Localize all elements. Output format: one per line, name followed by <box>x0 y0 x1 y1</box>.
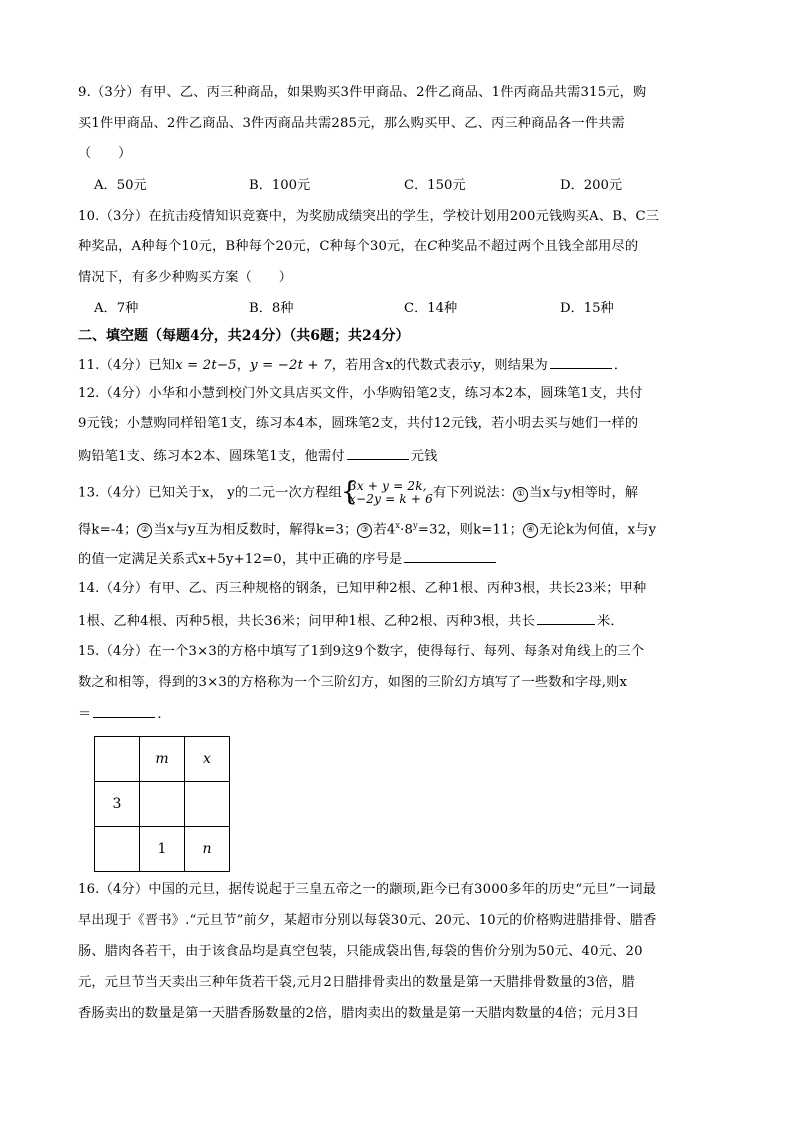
q13-line-3 <box>78 548 498 570</box>
q13-line-2f: 无论k为何值，x与y <box>539 522 657 538</box>
q9-option-a: A．50元 <box>94 178 147 193</box>
q11-line <box>78 354 627 376</box>
magic-square-table <box>94 736 230 872</box>
q14-line-2b: 米． <box>596 614 624 629</box>
q13-circle-3: ③ <box>357 523 372 538</box>
q10-line-2a: 种奖品，A种每个10元，B种每个20元，C种每个30元，在 <box>78 239 428 254</box>
q9-option-c: C．150元 <box>404 178 466 193</box>
section-title: 二、填空题（每题4分，共24分）（共6题；共24分） <box>78 328 410 344</box>
q15-line-1: 15.（4分）在一个3×3的方格中填写了1到9这9个数字，使得每行、每列、每条对角线上的三个 <box>78 644 645 659</box>
q15-line-3a: ＝ <box>78 707 92 722</box>
q13-line-1 <box>78 480 638 506</box>
q16-line-2: 早出现于《晋书》.“元旦节”前夕，某超市分别以每袋30元、20元、10元的价格购进腊排骨、腊香 <box>78 913 657 928</box>
q16-line-5: 香肠卖出的数量是第一天腊香肠数量的2倍，腊肉卖出的数量是第一天腊肉数量的4倍；元月3日 <box>78 1006 640 1021</box>
q15-line-2: 数之和相等，得到的3×3的方格称为一个三阶幻方，如图的三阶幻方填写了一些数和字母,则x <box>78 675 628 690</box>
q12-line-1: 12.（4分）小华和小慧到校门外文具店买文件，小华购铅笔2支，练习本2本，圆珠笔1支，共付 <box>78 386 643 401</box>
q13-suffix: 有下列说法： <box>432 485 514 501</box>
q13-eq-2: x−2y = k + 6 <box>349 492 433 506</box>
q10-line-2b: 种奖品不超过两个且钱全部用尽的 <box>437 239 639 254</box>
q13-line-3a: 的值一定满足关系式x+5y+12=0，其中正确的序号是 <box>78 552 403 567</box>
q11-prefix: 11.（4分）已知 <box>78 358 176 373</box>
magic-square-cell: m <box>140 737 185 782</box>
q11-answer-blank[interactable] <box>550 354 612 369</box>
q13-line-2e: =32，则k=11； <box>417 522 524 538</box>
q13-prefix: 13.（4分）已知关于x， y的二元一次方程组 <box>78 485 343 501</box>
magic-square-cell <box>95 737 140 782</box>
q12-line-3b: 元钱 <box>410 449 438 464</box>
q11-end: ． <box>613 358 628 373</box>
q15-answer-blank[interactable] <box>93 703 155 718</box>
q11-eq-y: y = −2t + 7 <box>250 358 332 373</box>
q13-circle-1: ① <box>513 487 528 502</box>
magic-square-cell: 1 <box>140 827 185 872</box>
q10-option-c: C．14种 <box>404 301 458 316</box>
q10-option-a: A．7种 <box>94 301 139 316</box>
q14-line-2 <box>78 610 624 632</box>
q12-answer-blank[interactable] <box>347 445 409 460</box>
q11-eq-x: x = 2t−5 <box>175 358 237 373</box>
q13-line-2a: 得k=-4； <box>78 522 138 538</box>
q13-sup-y: y <box>413 521 418 530</box>
q15-line-3b: . <box>157 707 162 722</box>
magic-square-row <box>95 782 230 827</box>
magic-square-cell <box>140 782 185 827</box>
q12-line-3 <box>78 445 438 467</box>
q13-circle-2: ② <box>137 523 152 538</box>
magic-square-cell <box>185 782 230 827</box>
q10-var-c: C <box>427 239 438 254</box>
q11-suffix: ，若用含x的代数式表示y，则结果为 <box>331 358 548 373</box>
q9-option-b: B．100元 <box>249 178 311 193</box>
q13-s1-text: 当x与y相等时，解 <box>529 485 639 501</box>
q9-option-d: D．200元 <box>560 178 623 193</box>
q13-line-2b: 当x与y互为相反数时，解得k=3； <box>153 522 358 538</box>
q14-line-1: 14.（4分）有甲、乙、丙三种规格的钢条，已知甲种2根、乙种1根、丙种3根，共长23米；甲种 <box>78 581 647 596</box>
q12-line-2: 9元钱；小慧购同样铅笔1支，练习本4本，圆珠笔2支，共付12元钱，若小明去买与她们一样的 <box>78 416 639 431</box>
q12-line-3a: 购铅笔1支、练习本2本、圆珠笔1支，他需付 <box>78 449 345 464</box>
q9-line-2: 买1件甲商品、2件乙商品、3件丙商品共需285元，那么购买甲、乙、丙三种商品各一件共需 <box>78 116 625 131</box>
magic-square-cell <box>95 827 140 872</box>
q10-option-b: B．8种 <box>249 301 294 316</box>
q13-equation-system <box>342 480 433 506</box>
q13-answer-blank[interactable] <box>404 548 496 563</box>
magic-square-row <box>95 827 230 872</box>
q15-line-3 <box>78 703 162 725</box>
q10-line-1: 10.（3分）在抗击疫情知识竞赛中，为奖励成绩突出的学生，学校计划用200元钱购买A、B、C三 <box>78 209 660 224</box>
q9-line-3: （ ） <box>78 146 132 161</box>
q16-line-3: 肠、腊肉各若干，由于该食品均是真空包装，只能成袋出售,每袋的售价分别为50元、40元、20 <box>78 944 643 959</box>
q13-eq-1: 3x + y = 2k, <box>349 479 427 493</box>
q14-line-2a: 1根、乙种4根、丙种5根，共长36米；问甲种1根、乙种2根、丙种3根，共长 <box>78 614 535 629</box>
q10-line-3: 情况下，有多少种购买方案（ ） <box>78 270 293 285</box>
magic-square-cell: n <box>185 827 230 872</box>
q13-line-2d: ·8 <box>400 522 414 538</box>
q16-line-1: 16.（4分）中国的元旦，据传说起于三皇五帝之一的颛顼,距今已有3000多年的历史“元旦”一词最 <box>78 882 657 897</box>
q16-line-4: 元，元旦节当天卖出三种年货若干袋,元月2日腊排骨卖出的数量是第一天腊排骨数量的3倍，腊 <box>78 975 636 990</box>
magic-square-row <box>95 737 230 782</box>
q13-circle-4: ④ <box>523 523 538 538</box>
q9-line-1: 9.（3分）有甲、乙、丙三种商品，如果购买3件甲商品、2件乙商品、1件丙商品共需315元，购 <box>78 85 647 100</box>
q13-line-2c: 若4 <box>373 522 396 538</box>
q10-option-d: D．15种 <box>560 301 614 316</box>
magic-square-cell: 3 <box>95 782 140 827</box>
magic-square-cell: x <box>185 737 230 782</box>
q14-answer-blank[interactable] <box>537 610 595 625</box>
q11-sep: ， <box>236 358 251 373</box>
q13-sup-x: x <box>395 521 401 530</box>
q13-line-2 <box>78 516 656 540</box>
q10-line-2 <box>78 237 638 257</box>
